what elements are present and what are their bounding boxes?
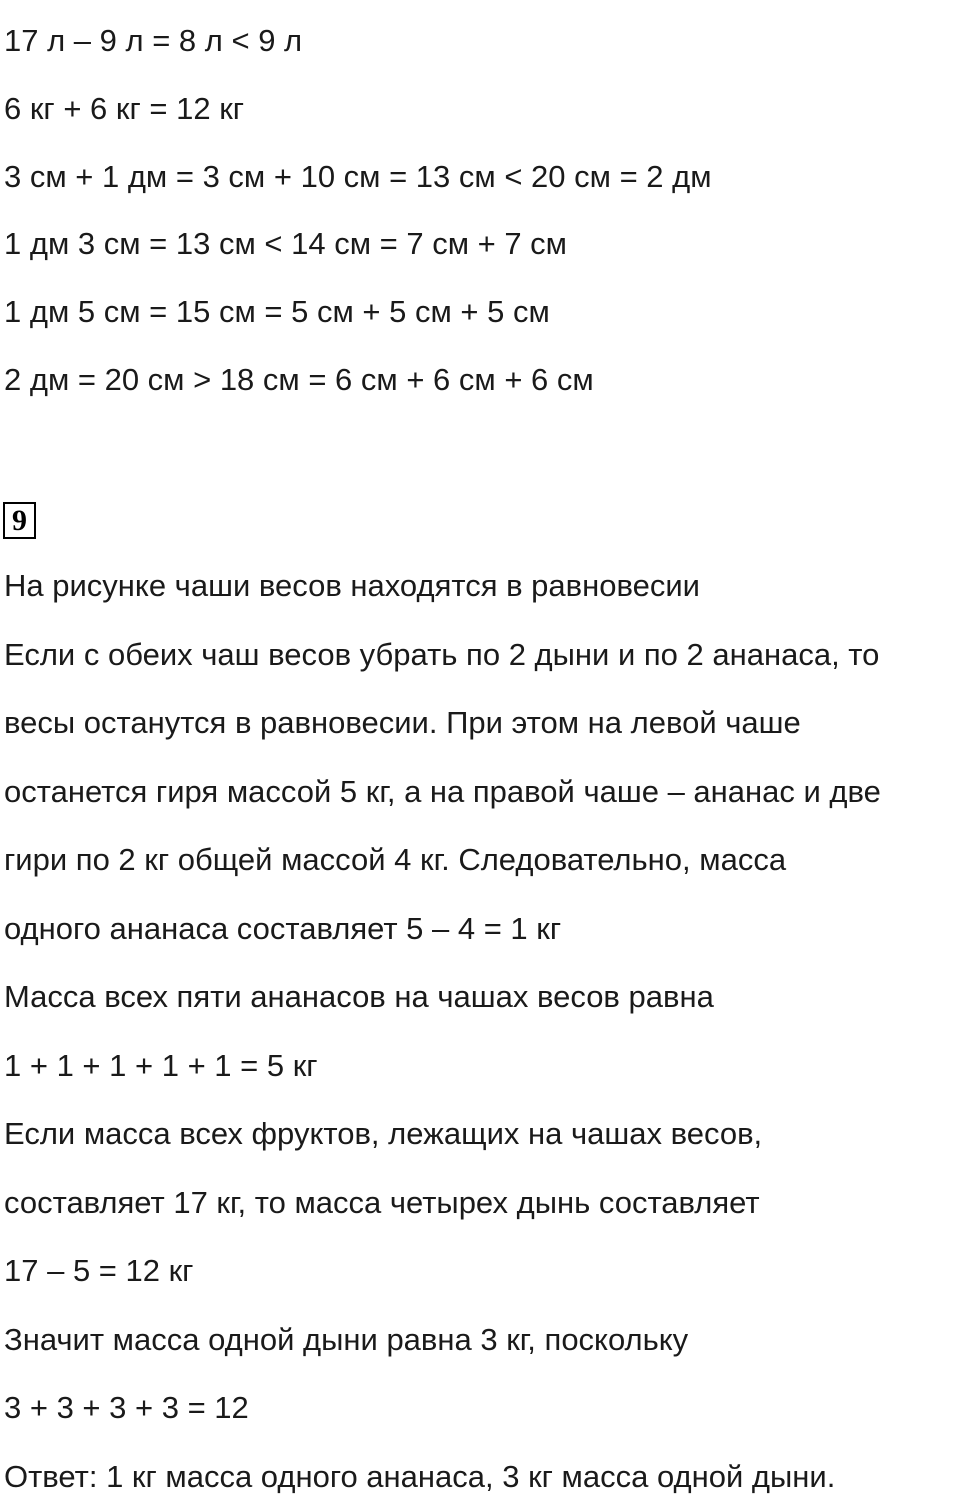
task-text-line: гири по 2 кг общей массой 4 кг. Следовательно, масса	[4, 842, 787, 877]
equation-line: 1 дм 5 см = 15 см = 5 см + 5 см + 5 см	[4, 294, 550, 329]
task-number-badge: 9	[3, 502, 36, 539]
equation-line: 2 дм = 20 см > 18 см = 6 см + 6 см + 6 см	[4, 362, 594, 397]
task-text-line: одного ананаса составляет 5 – 4 = 1 кг	[4, 911, 562, 946]
equation-line: 6 кг + 6 кг = 12 кг	[4, 91, 245, 126]
task-text-line: Если масса всех фруктов, лежащих на чашах весов,	[4, 1116, 763, 1151]
task-text-line: 1 + 1 + 1 + 1 + 1 = 5 кг	[4, 1048, 318, 1083]
task-text-line: весы останутся в равновесии. При этом на левой чаше	[4, 705, 801, 740]
answer-line: Ответ: 1 кг масса одного ананаса, 3 кг масса одной дыни.	[4, 1459, 836, 1494]
task-text-line: составляет 17 кг, то масса четырех дынь составляет	[4, 1185, 760, 1220]
task-text-line: Масса всех пяти ананасов на чашах весов равна	[4, 979, 714, 1014]
task-text-line: останется гиря массой 5 кг, а на правой чаше – ананас и две	[4, 774, 881, 809]
equation-line: 17 л – 9 л = 8 л < 9 л	[4, 23, 303, 58]
equation-line: 3 см + 1 дм = 3 см + 10 см = 13 см < 20 см = 2 дм	[4, 159, 712, 194]
task-text-line: 17 – 5 = 12 кг	[4, 1253, 194, 1288]
task-text-line: На рисунке чаши весов находятся в равновесии	[4, 568, 700, 603]
equation-line: 1 дм 3 см = 13 см < 14 см = 7 см + 7 см	[4, 226, 567, 261]
task-text-line: Если с обеих чаш весов убрать по 2 дыни и по 2 ананаса, то	[4, 637, 880, 672]
task-text-line: 3 + 3 + 3 + 3 = 12	[4, 1390, 249, 1425]
task-text-line: Значит масса одной дыни равна 3 кг, поскольку	[4, 1322, 689, 1357]
